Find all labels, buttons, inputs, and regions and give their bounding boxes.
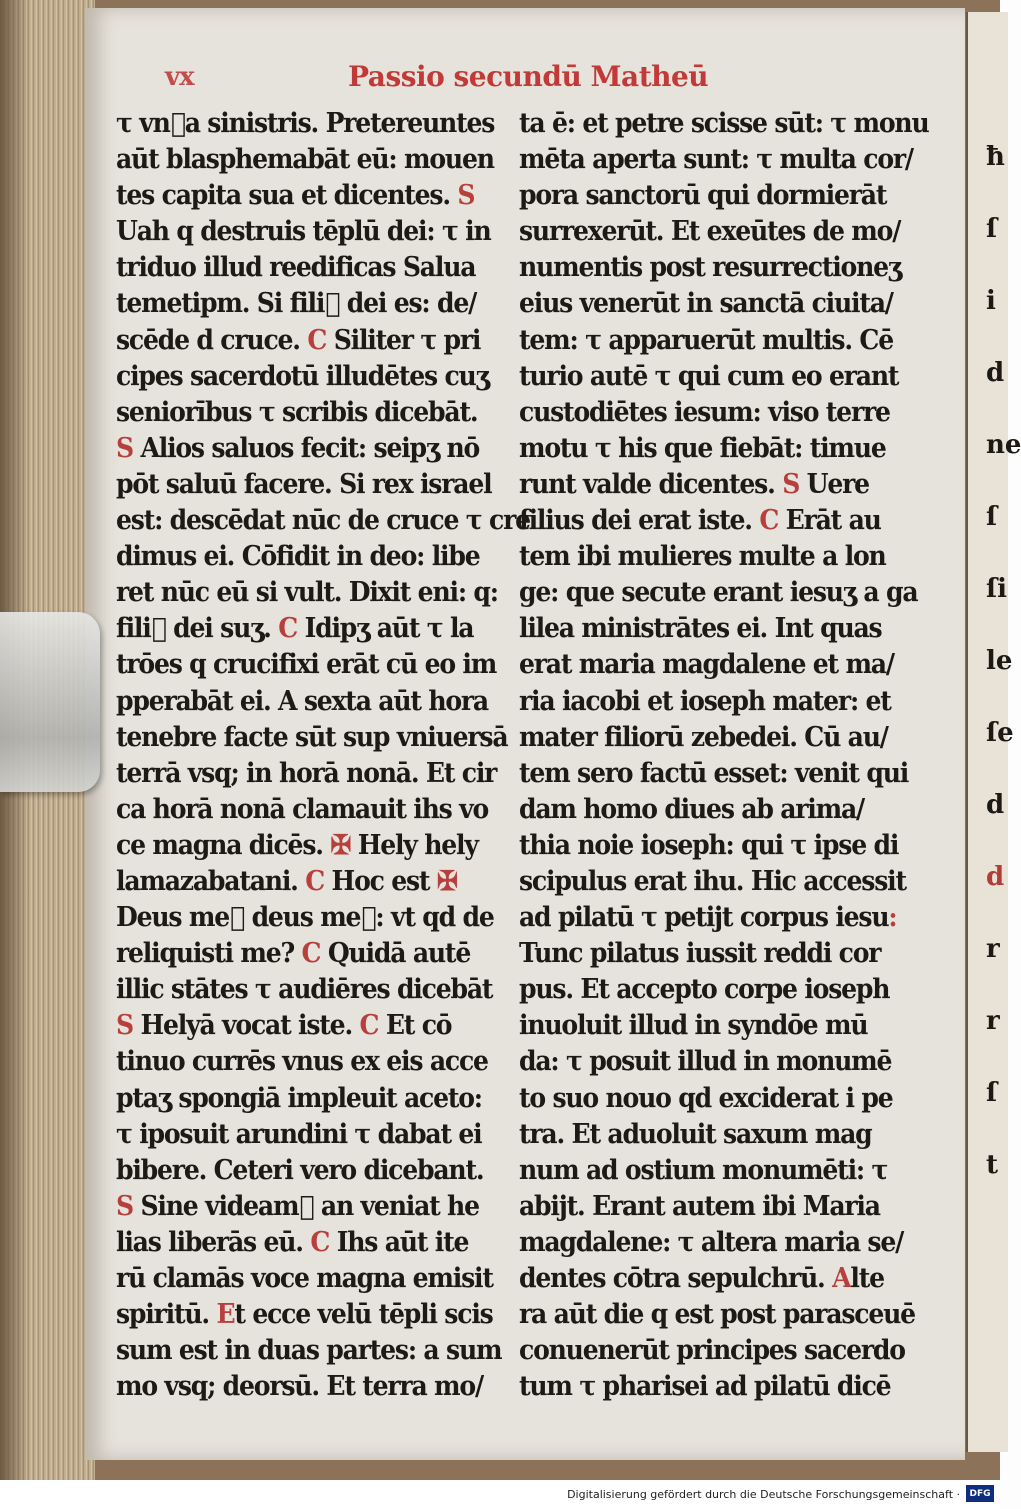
text-line	[519, 647, 894, 683]
text-run: ptaʒ spongiā impleuit aceto:	[116, 1082, 482, 1114]
facing-page-fragment: d	[986, 790, 1005, 820]
text-run: τ vn᷒a sinistris. Pretereuntes	[116, 108, 495, 139]
text-run: filius dei erat iste.	[519, 505, 760, 537]
text-line	[116, 1297, 493, 1333]
text-run: Et cō	[378, 1010, 452, 1042]
rubric-mark: S	[782, 468, 800, 500]
text-line	[116, 900, 494, 936]
text-run: abijt. Erant autem ibi Maria	[519, 1190, 880, 1222]
text-run: pōt saluū facere. Si rex israel	[116, 468, 492, 500]
text-run: Alios saluos fecit: seipʒ nō	[132, 432, 480, 464]
text-line	[116, 1044, 488, 1080]
facing-page-fragment: ſ	[986, 502, 998, 532]
text-run: inuoluit illud in syndōe mū	[519, 1010, 868, 1042]
text-line	[519, 1261, 891, 1297]
text-line	[116, 106, 495, 142]
facing-page-fragment: i	[986, 286, 996, 316]
text-line	[519, 142, 913, 178]
text-run: pus. Et accepto corpe ioseph	[519, 974, 890, 1006]
facing-page-fragment: r	[986, 934, 1000, 964]
facing-page-edge	[966, 12, 1021, 1452]
text-run: bibere. Ceteri vero dicebant.	[116, 1154, 484, 1186]
text-run: rū clamās voce magna emisit	[116, 1263, 493, 1294]
text-run: da: τ posuit illud in monumē	[519, 1046, 892, 1078]
rubric-mark: S	[116, 1190, 133, 1222]
text-run: Quidā autē	[320, 938, 471, 970]
text-line	[116, 575, 498, 611]
text-line	[519, 467, 891, 503]
text-run: seniorībus τ scribis dicebāt.	[116, 396, 478, 428]
text-run: Tunc pilatus iussit reddi cor	[519, 938, 881, 970]
text-line	[116, 178, 488, 214]
text-run: reliquisti me?	[116, 938, 302, 970]
text-line	[519, 864, 906, 900]
text-line	[519, 323, 891, 359]
text-line	[116, 936, 488, 972]
text-run: t ecce velū tēpli scis	[234, 1299, 493, 1331]
text-line	[116, 828, 488, 864]
text-line	[519, 720, 891, 756]
text-run: illic stātes τ audiēres dicebāt	[116, 974, 493, 1006]
rubric-mark: C	[310, 1226, 330, 1258]
facing-page-fragment: r	[986, 1006, 1000, 1036]
text-run: fili᷒ dei suʒ.	[116, 613, 279, 645]
text-line	[519, 1008, 891, 1044]
text-run: turio autē τ qui cum eo erant	[519, 360, 899, 392]
text-line	[519, 431, 891, 467]
text-line	[116, 1153, 488, 1189]
text-run: temetipm. Si fili᷒ dei es: de/	[116, 288, 477, 320]
rubric-mark: E	[216, 1299, 235, 1331]
text-line	[519, 1369, 891, 1405]
text-run: tem sero factū esset: venit qui	[519, 757, 909, 789]
text-run: trōes q crucifixi erāt cū eo im	[116, 649, 497, 681]
text-run: ad pilatū τ petijt corpus iesu	[519, 902, 889, 934]
dfg-logo: DFG	[966, 1485, 994, 1502]
facing-page-fragment: ſi	[986, 574, 1008, 604]
text-line	[519, 1297, 915, 1333]
text-run: triduo illud reedificas Salua	[116, 252, 476, 284]
text-line	[519, 611, 891, 647]
rubric-mark: S	[116, 1010, 133, 1042]
rubric-mark: C	[305, 865, 325, 897]
text-line	[519, 1081, 891, 1117]
text-line	[519, 575, 918, 611]
text-run: Deus me᷒ deus me᷒: vt qd de	[116, 902, 494, 934]
text-line	[519, 756, 909, 792]
text-run: Idipʒ aūt τ la	[297, 613, 474, 645]
rubric-mark: C	[759, 505, 779, 537]
facing-page-fragment: ſ	[986, 1078, 998, 1108]
text-run: lilea ministrātes ei. Int quas	[519, 613, 882, 645]
text-run: to suo nouo qd exciderat i pe	[519, 1082, 893, 1114]
text-run: dimus ei. Cōfidit in deo: libe	[116, 541, 480, 573]
text-line	[116, 359, 488, 395]
book-clip	[0, 612, 100, 792]
facing-page-fragment: d	[986, 862, 1005, 892]
text-line	[519, 503, 891, 539]
text-run: Hely hely	[350, 829, 478, 861]
text-run: ce magna dicēs.	[116, 829, 331, 861]
text-line	[116, 864, 488, 900]
text-run: ra aūt die q est post parasceuē	[519, 1299, 915, 1331]
text-run: custodiētes iesum: viso terre	[519, 396, 890, 428]
text-line	[519, 214, 901, 250]
text-run: Siliter τ pri	[326, 324, 481, 356]
rubric-mark: C	[301, 938, 321, 970]
facing-page-fragment: ſ	[986, 214, 998, 244]
text-line	[116, 1189, 488, 1225]
text-line	[519, 106, 929, 142]
rubric-mark: :	[888, 902, 897, 934]
text-line	[116, 647, 497, 683]
rubric-mark: ✠	[436, 865, 457, 897]
text-line	[519, 1225, 904, 1261]
text-run: mo vsq; deorsū. Et terra mo/	[116, 1371, 483, 1403]
text-run: lias liberās eū.	[116, 1226, 311, 1258]
text-run: Erāt au	[778, 505, 881, 537]
text-line	[116, 142, 494, 178]
text-line	[116, 1117, 488, 1153]
text-run: eius venerūt in sanctā ciuita/	[519, 288, 893, 320]
text-run: dentes cōtra sepulchrū.	[519, 1263, 833, 1294]
text-run: τ iposuit arundini τ dabat ei	[116, 1118, 482, 1150]
text-run: erat maria magdalene et ma/	[519, 649, 894, 681]
text-line	[116, 1081, 488, 1117]
text-run: Hoc est	[324, 865, 437, 897]
text-run: mater filiorū zebedei. Cū au/	[519, 721, 888, 753]
text-line	[116, 792, 488, 828]
rubric-mark: S	[457, 180, 475, 212]
text-line	[116, 250, 488, 286]
text-line	[116, 467, 492, 503]
text-run: lte	[850, 1263, 884, 1294]
text-line	[116, 503, 530, 539]
text-line	[116, 323, 488, 359]
text-run: dam homo diues ab arima/	[519, 793, 865, 825]
facing-page-fragment: t	[986, 1150, 999, 1180]
text-line	[116, 611, 488, 647]
text-run: conuenerūt principes sacerdo	[519, 1335, 905, 1367]
text-run: est: descēdat nūc de cruce τ cre	[116, 505, 530, 537]
text-line	[116, 720, 508, 756]
running-head: Passio secundū Matheū	[348, 60, 709, 93]
text-run: terrā vsq; in horā nonā. Et cir	[116, 757, 497, 789]
text-line	[519, 1117, 891, 1153]
text-line	[116, 539, 488, 575]
text-run: Ihs aūt ite	[329, 1226, 469, 1258]
text-run: scipulus erat ihu. Hic accessit	[519, 865, 906, 897]
rubric-mark: C	[359, 1010, 379, 1042]
footer-credit: Digitalisierung gefördert durch die Deutsche Forschungsgemeinschaft ·	[567, 1488, 960, 1501]
text-line	[116, 756, 497, 792]
text-line	[519, 1044, 891, 1080]
rubric-mark: C	[307, 324, 327, 356]
text-run: thia noie ioseph: qui τ ipse di	[519, 829, 899, 861]
text-line	[116, 286, 488, 322]
text-run: sum est in duas partes: a sum	[116, 1335, 502, 1367]
text-run: tenebre facte sūt sup vniuersā	[116, 721, 508, 753]
text-run: lamazabatani.	[116, 865, 306, 897]
text-line	[116, 1333, 502, 1369]
rubric-mark: C	[278, 613, 298, 645]
text-column-left	[116, 106, 530, 1405]
text-run: ca horā nonā clamauit ihs vo	[116, 793, 489, 825]
text-run: num ad ostium monumēti: τ	[519, 1154, 888, 1186]
text-line	[116, 395, 488, 431]
text-line	[519, 684, 891, 720]
text-run: motu τ his que fiebāt: timue	[519, 432, 886, 464]
text-line	[116, 972, 493, 1008]
text-line	[116, 214, 491, 250]
text-line	[116, 1261, 493, 1297]
text-run: cipes sacerdotū illudētes cuʒ	[116, 360, 489, 392]
rubric-mark: ✠	[330, 829, 351, 861]
text-line	[519, 539, 891, 575]
text-run: tinuo currēs vnus ex eis acce	[116, 1046, 488, 1078]
footer-bar	[0, 1480, 1000, 1509]
text-run: tum τ pharisei ad pilatū dicē	[519, 1371, 891, 1403]
text-line	[519, 1153, 891, 1189]
text-line	[519, 972, 891, 1008]
text-run: ria iacobi et ioseph mater: et	[519, 685, 891, 717]
text-line	[519, 828, 899, 864]
text-run: surrexerūt. Et exeūtes de mo/	[519, 216, 901, 248]
facing-page-fragment: ne	[986, 430, 1021, 460]
text-run: ret nūc eū si vult. Dixit eni: q:	[116, 577, 498, 609]
text-run: scēde d cruce.	[116, 324, 308, 356]
facing-page-fragment: d	[986, 358, 1005, 388]
facing-page-fragment: ſe	[986, 718, 1014, 748]
text-run: magdalene: τ altera maria se/	[519, 1226, 904, 1258]
text-run: tes capita sua et dicentes.	[116, 180, 458, 212]
text-run: ta ē: et petre scisse sūt: τ monu	[519, 108, 929, 139]
text-run: Uah q destruis tēplū dei: τ in	[116, 216, 491, 248]
text-line	[519, 250, 901, 286]
text-line	[519, 286, 891, 322]
text-line	[519, 1189, 891, 1225]
text-line	[116, 1369, 488, 1405]
text-run: tem: τ apparuerūt multis. Cē	[519, 324, 893, 356]
text-line	[116, 1225, 488, 1261]
text-line	[519, 1333, 905, 1369]
text-run: mēta aperta sunt: τ multa cor/	[519, 144, 913, 176]
facing-page-fragment: le	[986, 646, 1013, 676]
text-run: numentis post resurrectioneʒ	[519, 252, 901, 284]
text-run: Uere	[799, 468, 869, 500]
text-line	[519, 936, 891, 972]
facing-page-fragment: ħ	[986, 142, 1005, 172]
text-line	[116, 684, 488, 720]
text-run: Sine videam᷒ an veniat he	[132, 1190, 479, 1222]
text-line	[116, 431, 488, 467]
text-line	[519, 900, 897, 936]
text-run: Helyā vocat iste.	[132, 1010, 360, 1042]
text-line	[519, 792, 891, 828]
text-run: spiritū.	[116, 1299, 217, 1331]
text-line	[519, 359, 899, 395]
text-line	[116, 1008, 488, 1044]
text-run: tra. Et aduoluit saxum mag	[519, 1118, 872, 1150]
text-line	[519, 178, 891, 214]
text-line	[519, 395, 891, 431]
rubric-mark: S	[116, 432, 133, 464]
text-column-right	[519, 106, 929, 1405]
text-run: pora sanctorū qui dormierāt	[519, 180, 887, 212]
text-run: runt valde dicentes.	[519, 468, 783, 500]
text-run: pperabāt ei. A sexta aūt hora	[116, 685, 488, 717]
folio-number: vx	[165, 62, 194, 92]
text-run: tem ibi mulieres multe a lon	[519, 541, 886, 573]
text-run: aūt blasphemabāt eū: mouen	[116, 144, 494, 176]
rubric-mark: A	[832, 1263, 851, 1294]
text-run: ge: que secute erant iesuʒ a ga	[519, 577, 918, 609]
